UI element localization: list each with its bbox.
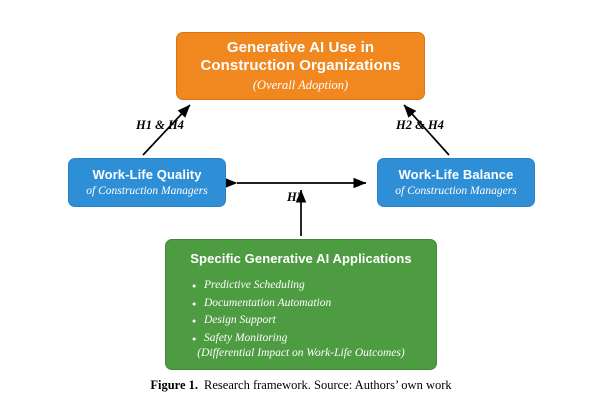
node-generative-ai-use: [176, 32, 425, 100]
node-left-subtitle: of Construction Managers: [86, 185, 208, 198]
node-work-life-balance: [377, 158, 535, 207]
list-item: ● Safety Monitoring: [192, 330, 331, 348]
node-specific-applications: [165, 239, 437, 370]
node-right-subtitle: of Construction Managers: [395, 185, 517, 198]
list-item: ● Predictive Scheduling: [192, 277, 331, 295]
node-work-life-quality: [68, 158, 226, 207]
node-top-title-line1: Generative AI Use in: [226, 38, 375, 56]
node-bottom-note: (Differential Impact on Work-Life Outcomes): [197, 346, 405, 359]
caption-label: Figure 1.: [150, 378, 199, 392]
application-list: [192, 277, 331, 348]
node-left-title: Work-Life Quality: [92, 166, 202, 182]
node-bottom-title: Specific Generative AI Applications: [190, 251, 412, 266]
edge-label-h1-h4: H1 & H4: [136, 118, 184, 132]
list-item: ● Documentation Automation: [192, 295, 331, 313]
node-right-title: Work-Life Balance: [398, 166, 514, 182]
node-top-title-line2: Construction Organizations: [200, 56, 401, 74]
list-item: ● Design Support: [192, 312, 331, 330]
edge-label-h2-h4: H2 & H4: [396, 118, 444, 132]
figure-caption: [0, 378, 602, 393]
caption-text: Research framework. Source: Authors’ own work: [204, 378, 452, 392]
node-top-subtitle: (Overall Adoption): [252, 78, 349, 93]
edge-label-h3: H3: [287, 190, 303, 204]
